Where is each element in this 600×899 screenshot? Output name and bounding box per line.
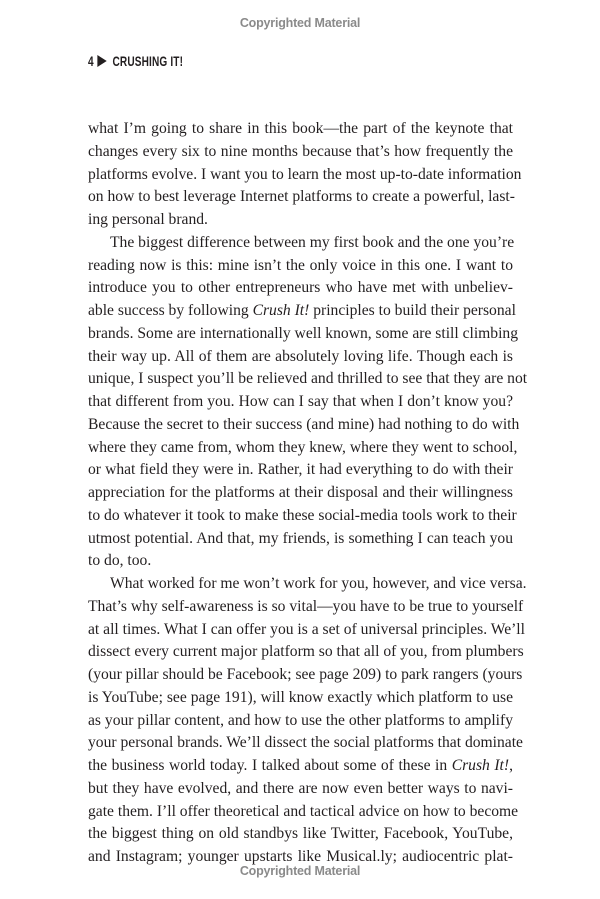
- text-line: (your pillar should be Facebook; see page 209) to park rangers (yours: [88, 666, 523, 683]
- text-line: where they came from, whom they knew, where they went to school,: [88, 438, 518, 456]
- text-line: ing personal brand.: [88, 211, 208, 228]
- text-line: but they have evolved, and there are now even better ways to navi-: [88, 779, 513, 797]
- text-line: changes every six to nine months because that’s how frequently the: [88, 142, 513, 160]
- text-line: platforms evolve. I want you to learn the most up-to-date information: [88, 165, 522, 183]
- text-line: to do whatever it took to make these social-media tools work to their: [88, 506, 517, 524]
- text-line: What worked for me won’t work for you, however, and vice versa.: [110, 575, 527, 592]
- text-line: that different from you. How can I say that when I don’t know you?: [88, 393, 513, 410]
- text-line: and Instagram; younger upstarts like Musical.ly; audiocentric plat-: [88, 848, 513, 865]
- text-line: their way up. All of them are absolutely loving life. Though each is: [88, 347, 513, 365]
- text-line: gate them. I’ll offer theoretical and tactical advice on how to become: [88, 802, 519, 820]
- page-number: 4: [88, 53, 94, 69]
- text-line: the business world today. I talked about some of these in Crush It!,: [88, 757, 513, 774]
- paragraph: [88, 573, 527, 869]
- text-line: reading now is this: mine isn’t the only voice in this one. I want to: [88, 256, 513, 274]
- copyright-watermark-top: Copyrighted Material: [239, 16, 361, 30]
- paragraph: [88, 118, 522, 232]
- text-line: or what field they were in. Rather, it had everything to do with their: [88, 461, 513, 479]
- text-line: introduce you to other entrepreneurs who have met with unbeliev-: [88, 279, 513, 297]
- running-head: [88, 52, 183, 70]
- text-line: brands. Some are internationally well known, some are still climbing: [88, 324, 519, 342]
- text-line: is YouTube; see page 191), will know exactly which platform to use: [88, 688, 513, 706]
- text-line: on how to best leverage Internet platforms to create a powerful, last-: [88, 188, 515, 206]
- text-line: The biggest difference between my first book and the one you’re: [110, 233, 515, 251]
- text-line: as your pillar content, and how to use the other platforms to amplify: [88, 711, 513, 729]
- text-line: at all times. What I can offer you is a set of universal principles. We’ll: [88, 620, 525, 638]
- body-text: [88, 118, 528, 869]
- text-line: what I’m going to share in this book—the part of the keynote that: [88, 120, 513, 137]
- text-line: able success by following Crush It! principles to build their personal: [88, 302, 516, 319]
- book-title-italic: Crush It!: [252, 302, 310, 319]
- book-title-italic: Crush It!: [451, 757, 510, 774]
- text-line: to do, too.: [88, 552, 152, 570]
- paragraph: [88, 232, 528, 573]
- text-line: That’s why self-awareness is so vital—you have to be true to yourself: [88, 597, 524, 615]
- right-triangle-icon: [97, 55, 106, 67]
- text-line: Because the secret to their success (and mine) had nothing to do with: [88, 415, 520, 433]
- text-line: your personal brands. We’ll dissect the social platforms that dominate: [88, 734, 523, 752]
- text-line: utmost potential. And that, my friends, is something I can teach you: [88, 529, 513, 547]
- book-title: CRUSHING IT!: [112, 53, 184, 69]
- text-line: appreciation for the platforms at their disposal and their willingness: [88, 484, 513, 501]
- text-line: the biggest thing on old standbys like Twitter, Facebook, YouTube,: [88, 825, 513, 843]
- text-line: dissect every current major platform so that all of you, from plumbers: [88, 643, 524, 661]
- text-line: unique, I suspect you’ll be relieved and thrilled to see that they are not: [88, 370, 528, 388]
- copyright-watermark-bottom: Copyrighted Material: [239, 864, 361, 878]
